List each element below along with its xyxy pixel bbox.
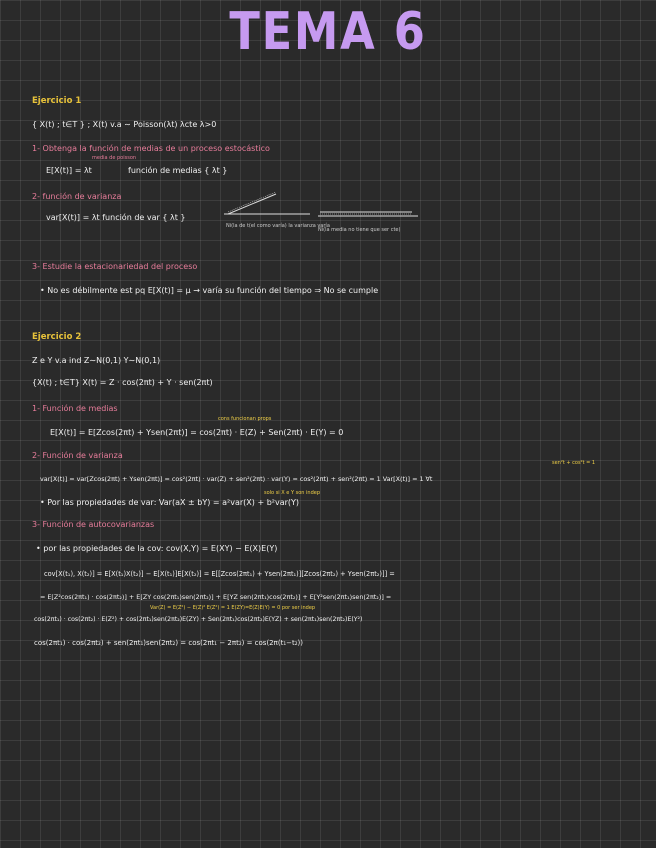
ej2-definition-2: {X(t) ; t∈T} X(t) = Z · cos(2πt) + Y · sen(2πt) — [32, 378, 213, 387]
ej2-definition-1: Z e Y v.a ind Z∼N(0,1) Y∼N(0,1) — [32, 356, 161, 365]
ej1-mean: E[X(t)] = λt — [46, 166, 92, 175]
ej1-heading-1: 1- Obtenga la función de medias de un proceso estocástico — [32, 144, 270, 153]
ej2-mean-note: cons funcionan props — [218, 416, 272, 422]
ej2-var-props: • Por las propiedades de var: Var(aX ± bY) = a²var(X) + b²var(Y) — [40, 498, 300, 507]
exercise-1-title: Ejercicio 1 — [32, 96, 82, 106]
ej2-cov-note: Var(Z) = E(Z²) − E(Z)² E(Z²) = 1 E(ZY)=E(Z)E(Y) = 0 por ser indep — [150, 605, 316, 611]
ej2-cov-props: • por las propiedades de la cov: cov(X,Y) = E(XY) − E(X)E(Y) — [36, 544, 278, 553]
ej2-cov-line-2: = E[Z²cos(2πt₁) · cos(2πt₂)] + E[ZY cos(2πt₁)sen(2πt₂)] + E[YZ sen(2πt₁)cos(2πt₂)] + E[Y²sen(2πt₁)sen(2πt₂)] = — [40, 593, 392, 601]
exercise-2-title: Ejercicio 2 — [32, 332, 82, 342]
graph2-caption: Ni(la media no tiene que ser cte) — [318, 227, 401, 233]
ej1-stationarity: • No es débilmente est pq E[X(t)] = μ → varía su función del tiempo ⇒ No se cumple — [40, 286, 379, 295]
ej2-variance: var[X(t)] = var[Zcos(2πt) + Ysen(2πt)] = cos²(2πt) · var(Z) + sen²(2πt) · var(Y) = cos²(2πt) + sen²(2πt) = 1 Var[X(t)] = 1 ∀t — [40, 475, 433, 483]
ej1-heading-2: 2- función de varianza — [32, 192, 122, 201]
ej2-heading-3: 3- Función de autocovarianzas — [32, 520, 155, 529]
ej1-mean-label: función de medias { λt } — [128, 166, 228, 175]
ej2-cov-line-4: cos(2πt₁) · cos(2πt₂) + sen(2πt₁)sen(2πt₂) = cos(2πt₁ − 2πt₂) = cos(2π(t₁−t₂)) — [34, 639, 304, 647]
ej2-var-props-note: solo si X e Y son indep — [264, 490, 321, 496]
graph1-caption: Ni(la de t(el como varía) la varianza varía — [226, 223, 330, 229]
ej1-definition: { X(t) ; t∈T } ; X(t) v.a ∼ Poisson(λt) λcte λ>0 — [32, 120, 217, 129]
ej2-heading-1: 1- Función de medias — [32, 404, 118, 413]
page-title: TEMA 6 — [229, 2, 427, 62]
ej1-heading-3: 3- Estudie la estacionariedad del proceso — [32, 262, 198, 271]
ej1-variance: var[X(t)] = λt función de var { λt } — [46, 213, 186, 222]
ej2-cov-line-3: cos(2πt₁) · cos(2πt₂) · E(Z²) + cos(2πt₁)sen(2πt₂)E(ZY) + Sen(2πt₁)cos(2πt₂)E(YZ) + sen(2πt₁)sen(2πt₂)E(Y²) — [34, 616, 363, 623]
ej1-mean-note: media de poisson — [92, 155, 137, 161]
ej2-cov-line-1: cov[X(t₁), X(t₂)] = E[X(t₁)X(t₂)] − E[X(t₁)]E[X(t₂)] = E[[Zcos(2πt₁) + Ysen(2πt₁)][Zcos(2πt₂) + Ysen(2πt₂)]] = — [44, 570, 395, 578]
ej2-heading-2: 2- Función de varianza — [32, 451, 123, 460]
ej2-variance-note: sen²t + cos²t = 1 — [552, 460, 596, 466]
ej2-mean: E[X(t)] = E[Zcos(2πt) + Ysen(2πt)] = cos(2πt) · E(Z) + Sen(2πt) · E(Y) = 0 — [50, 428, 344, 437]
